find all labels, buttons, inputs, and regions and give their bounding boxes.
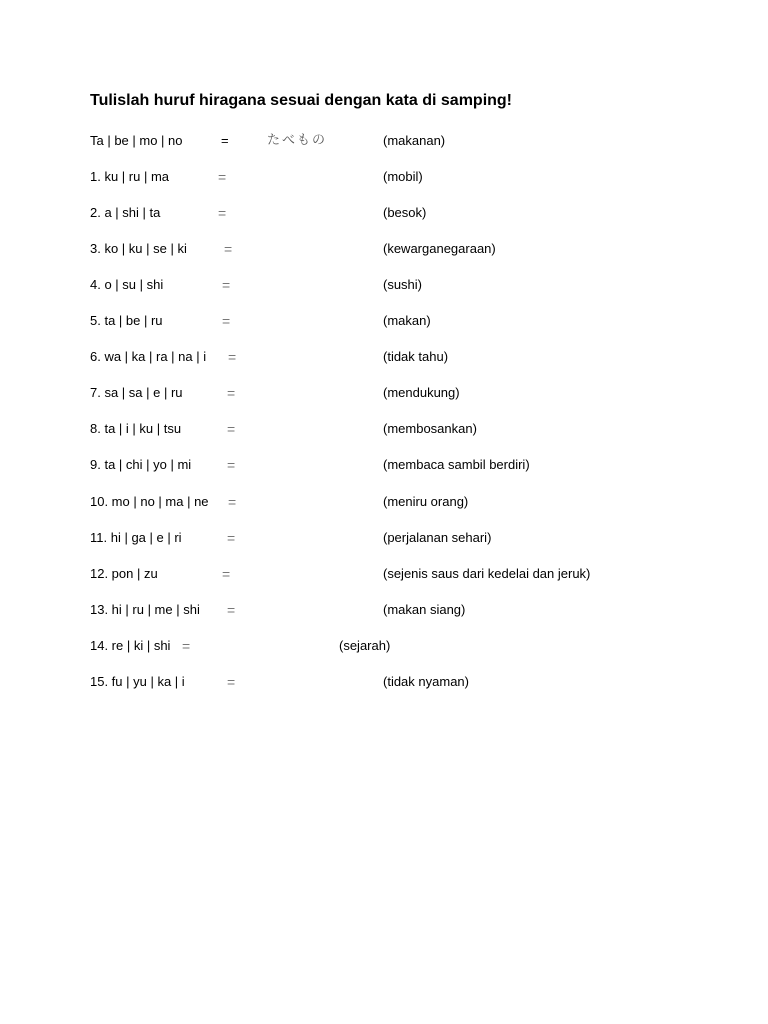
exercise-item-1 [0, 167, 768, 187]
item-meaning: (sejenis saus dari kedelai dan jeruk) [383, 566, 591, 581]
exercise-item-5 [0, 311, 768, 331]
exercise-item-14 [0, 636, 768, 656]
item-meaning: (mendukung) [383, 385, 460, 400]
exercise-item-9 [0, 455, 768, 475]
item-equals: = [227, 530, 236, 546]
item-syllables: 12. pon | zu [90, 566, 158, 581]
item-syllables: 15. fu | yu | ka | i [90, 674, 185, 689]
exercise-item-11 [0, 528, 768, 548]
item-equals: = [227, 421, 236, 437]
item-equals: = [227, 385, 236, 401]
item-syllables: 3. ko | ku | se | ki [90, 241, 187, 256]
example-syllables: Ta | be | mo | no [90, 133, 183, 148]
item-syllables: 7. sa | sa | e | ru [90, 385, 183, 400]
exercise-item-13 [0, 600, 768, 620]
exercise-item-7 [0, 383, 768, 403]
item-equals: = [222, 277, 231, 293]
item-meaning: (membaca sambil berdiri) [383, 457, 530, 472]
item-syllables: 13. hi | ru | me | shi [90, 602, 200, 617]
example-hiragana: たべもの [267, 133, 328, 148]
item-meaning: (tidak tahu) [383, 349, 449, 364]
item-equals: = [227, 674, 236, 690]
item-syllables: 10. mo | no | ma | ne [90, 494, 209, 509]
exercise-item-10 [0, 492, 768, 512]
item-syllables: 14. re | ki | shi [90, 638, 171, 653]
exercise-item-2 [0, 203, 768, 223]
item-equals: = [222, 566, 231, 582]
item-syllables: 8. ta | i | ku | tsu [90, 421, 182, 436]
item-equals: = [222, 313, 231, 329]
item-syllables: 9. ta | chi | yo | mi [90, 457, 192, 472]
item-syllables: 2. a | shi | ta [90, 205, 161, 220]
exercise-item-12 [0, 564, 768, 584]
worksheet-title: Tulislah huruf hiragana sesuai dengan kata di samping! [90, 92, 513, 109]
example-row [0, 131, 768, 151]
item-equals: = [227, 602, 236, 618]
item-meaning: (kewarganegaraan) [383, 241, 496, 256]
item-meaning: (besok) [383, 205, 427, 220]
exercise-item-4 [0, 275, 768, 295]
item-meaning: (membosankan) [383, 421, 477, 436]
item-syllables: 5. ta | be | ru [90, 313, 163, 328]
item-meaning: (tidak nyaman) [383, 674, 469, 689]
item-equals: = [227, 457, 236, 473]
item-equals: = [228, 349, 237, 365]
item-meaning: (makan siang) [383, 602, 466, 617]
item-equals: = [228, 494, 237, 510]
item-equals: = [218, 169, 227, 185]
exercise-item-15 [0, 672, 768, 692]
exercise-item-3 [0, 239, 768, 259]
item-equals: = [182, 638, 191, 654]
item-syllables: 1. ku | ru | ma [90, 169, 170, 184]
exercise-item-6 [0, 347, 768, 367]
item-meaning: (sushi) [383, 277, 423, 292]
example-equals: = [221, 133, 229, 148]
item-meaning: (mobil) [383, 169, 423, 184]
item-equals: = [218, 205, 227, 221]
item-meaning: (meniru orang) [383, 494, 469, 509]
item-syllables: 11. hi | ga | e | ri [90, 530, 182, 545]
item-meaning: (makan) [383, 313, 431, 328]
item-equals: = [224, 241, 233, 257]
item-syllables: 4. o | su | shi [90, 277, 164, 292]
item-meaning: (perjalanan sehari) [383, 530, 492, 545]
exercise-item-8 [0, 419, 768, 439]
example-meaning: (makanan) [383, 133, 446, 148]
item-meaning: (sejarah) [339, 638, 391, 653]
item-syllables: 6. wa | ka | ra | na | i [90, 349, 207, 364]
